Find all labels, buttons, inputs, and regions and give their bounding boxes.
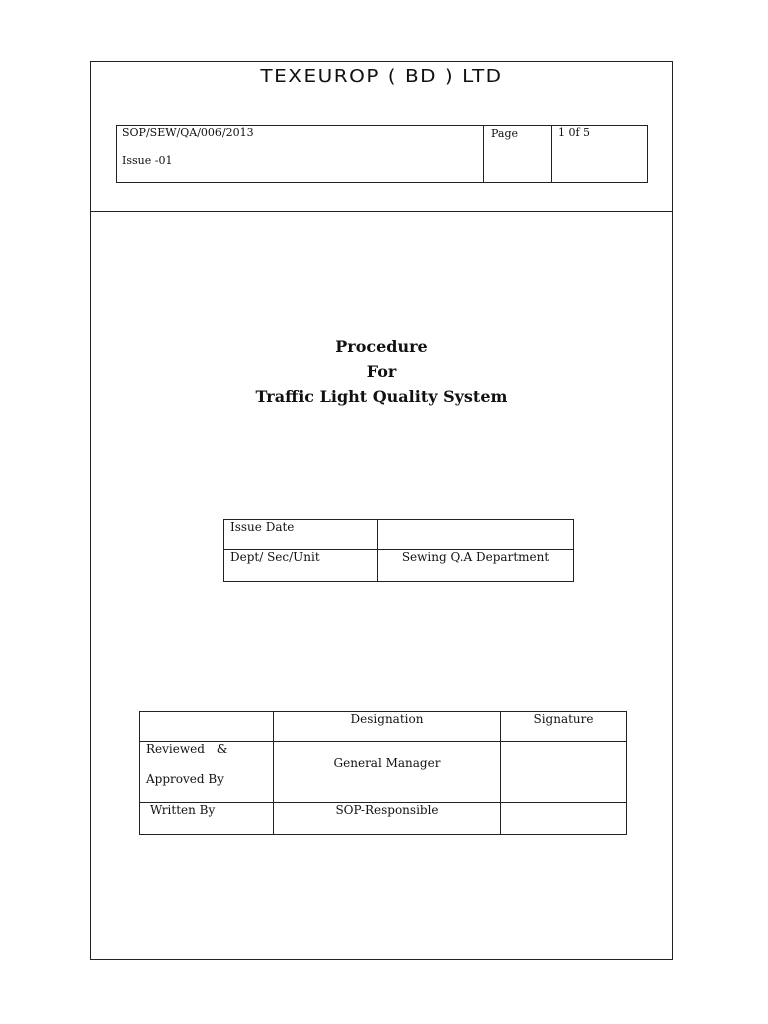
table-row xyxy=(140,742,626,803)
signature-header: Signature xyxy=(533,712,594,726)
signature-header-cell xyxy=(501,712,626,741)
doc-issue: Issue -01 xyxy=(122,154,173,167)
company-name: TEXEUROP ( BD ) LTD xyxy=(260,65,503,87)
dept-value: Sewing Q.A Department xyxy=(401,550,550,564)
table-row xyxy=(224,550,573,581)
dept-label: Dept/ Sec/Unit xyxy=(230,550,320,564)
designation-header: Designation xyxy=(350,712,424,726)
role-written: Written By xyxy=(150,803,216,817)
page-number-cell xyxy=(552,126,647,182)
signature-cell xyxy=(501,742,626,802)
role-cell xyxy=(140,742,274,802)
designation-cell xyxy=(274,742,501,802)
table-row xyxy=(140,803,626,834)
page-label: Page xyxy=(491,127,519,140)
document-control-table xyxy=(116,125,648,183)
issue-date-value-cell xyxy=(378,520,573,549)
header-divider xyxy=(91,211,672,212)
designation-cell xyxy=(274,803,501,834)
title-line-2: For xyxy=(366,362,397,381)
issue-date-label-cell xyxy=(224,520,378,549)
signature-cell xyxy=(501,803,626,834)
designation-gm: General Manager xyxy=(333,756,441,770)
document-page xyxy=(90,61,673,960)
role-cell xyxy=(140,803,274,834)
issue-date-label: Issue Date xyxy=(230,520,295,534)
document-title xyxy=(91,334,672,409)
role-approved: Approved By xyxy=(146,772,224,786)
table-header-row xyxy=(140,712,626,742)
title-line-3: Traffic Light Quality System xyxy=(255,387,508,406)
dept-value-cell xyxy=(378,550,573,581)
designation-sop: SOP-Responsible xyxy=(335,803,439,817)
title-line-1: Procedure xyxy=(335,337,428,356)
table-row xyxy=(224,520,573,550)
dept-label-cell xyxy=(224,550,378,581)
approval-signature-table xyxy=(139,711,627,835)
doc-code-cell xyxy=(117,126,484,182)
header-blank-cell xyxy=(140,712,274,741)
page-number: 1 0f 5 xyxy=(558,126,591,139)
designation-header-cell xyxy=(274,712,501,741)
role-reviewed: Reviewed & xyxy=(146,742,228,756)
page-label-cell xyxy=(484,126,552,182)
doc-code: SOP/SEW/QA/006/2013 xyxy=(122,126,254,139)
issue-info-table xyxy=(223,519,574,582)
